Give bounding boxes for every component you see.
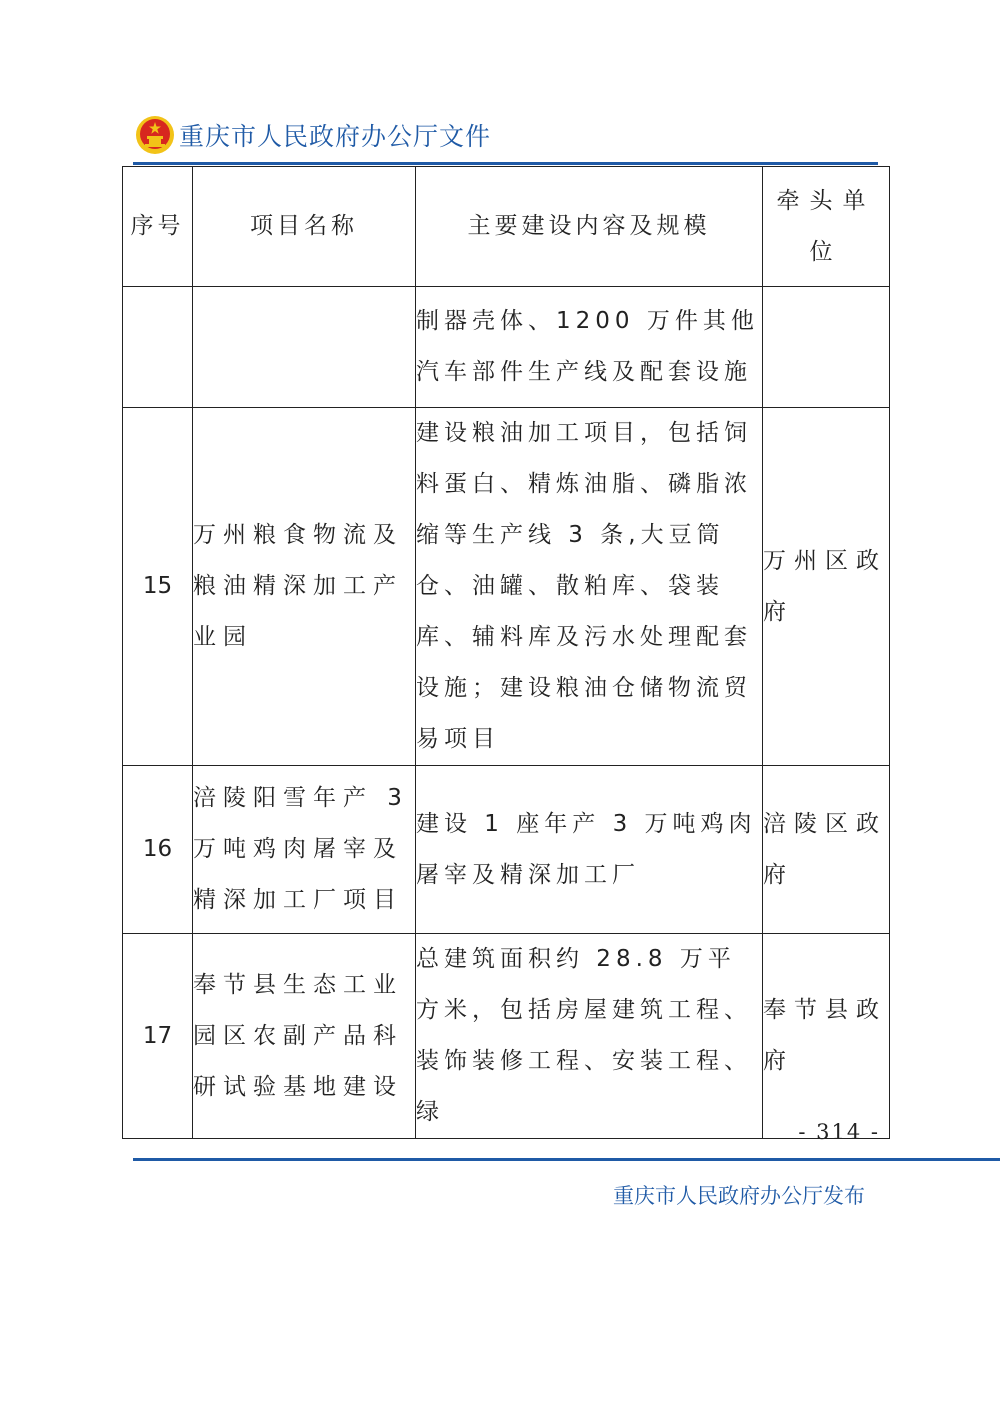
lead-unit: 奉节县政府 [763, 934, 890, 1139]
column-header-content: 主要建设内容及规模 [416, 167, 763, 287]
row-number: 17 [123, 934, 193, 1139]
lead-unit: 万州区政府 [763, 408, 890, 766]
project-name: 万州粮食物流及粮油精深加工产业园 [193, 408, 416, 766]
project-content: 建设 1 座年产 3 万吨鸡肉屠宰及精深加工厂 [416, 766, 763, 934]
table-row [123, 408, 890, 766]
project-content: 制器壳体、1200 万件其他汽车部件生产线及配套设施 [416, 287, 763, 408]
table-row [123, 766, 890, 934]
row-number: 15 [123, 408, 193, 766]
lead-unit [763, 287, 890, 408]
header-title: 重庆市人民政府办公厅文件 [179, 122, 492, 151]
column-header-num: 序号 [123, 167, 193, 287]
table-row [123, 934, 890, 1139]
header-divider [133, 162, 878, 165]
row-number [123, 287, 193, 408]
table-header-row [123, 167, 890, 287]
project-name: 奉节县生态工业园区农副产品科研试验基地建设 [193, 934, 416, 1139]
table-row [123, 287, 890, 408]
national-emblem-icon [135, 115, 175, 155]
project-content: 建设粮油加工项目，包括饲料蛋白、精炼油脂、磷脂浓缩等生产线 3 条,大豆筒仓、油罐、散粕库、袋装库、辅料库及污水处理配套设施；建设粮油仓储物流贸易项目 [416, 408, 763, 766]
row-number: 16 [123, 766, 193, 934]
footer-divider [133, 1158, 1000, 1161]
lead-unit: 涪陵区政府 [763, 766, 890, 934]
footer-publisher: 重庆市人民政府办公厅发布 [613, 1184, 865, 1208]
project-name [193, 287, 416, 408]
project-content: 总建筑面积约 28.8 万平方米，包括房屋建筑工程、装饰装修工程、安装工程、绿 [416, 934, 763, 1139]
project-name: 涪陵阳雪年产 3 万吨鸡肉屠宰及精深加工厂项目 [193, 766, 416, 934]
page-number: - 314 - [798, 1120, 880, 1144]
column-header-lead: 牵头单位 [763, 167, 890, 287]
document-header [135, 112, 491, 158]
project-table [122, 166, 890, 1139]
column-header-name: 项目名称 [193, 167, 416, 287]
